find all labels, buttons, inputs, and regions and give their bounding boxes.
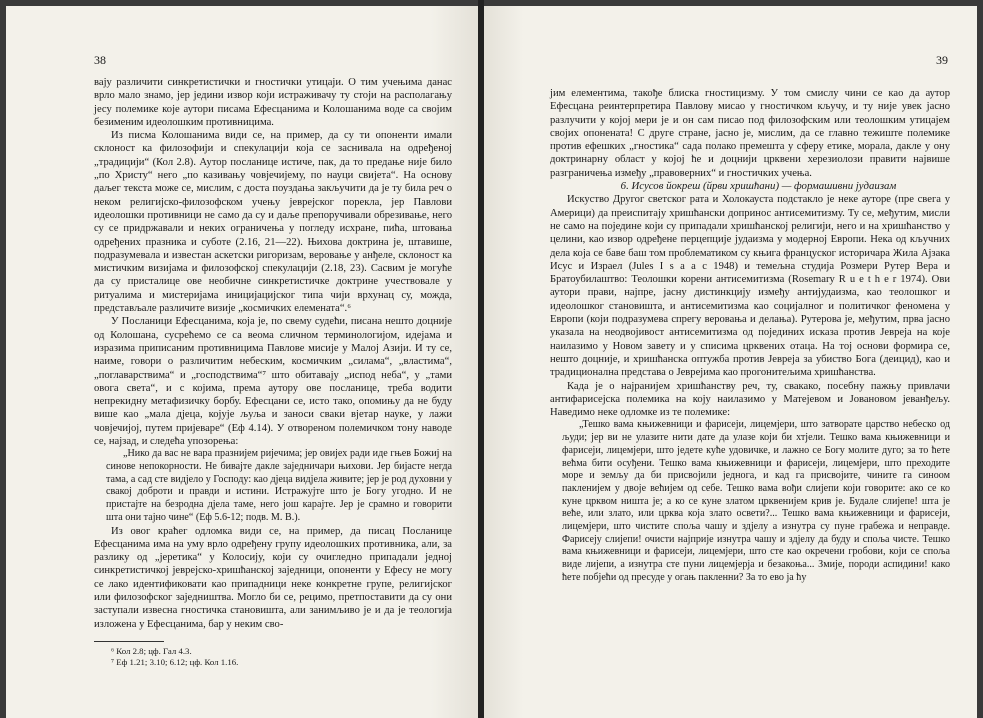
page-number: 39 (936, 53, 948, 67)
left-page (6, 6, 478, 718)
right-page (484, 6, 977, 718)
page-number: 38 (94, 53, 106, 67)
block-quote: „Тешко вама књижевници и фарисеји, лицемјери, што затворате царство небеско од људи; јер ви не улазите нити дате да улазе који би хтјели. Тешко вама књижевници и фарисеји, лицемјери, што једете куће удовичке, и лажно се Богу молите дуго; за то ћете већма бити осуђени. Тешко вама књижевници и фарисеји, лицемјери, што преходите море и земљу да би присвојили једнога, и кад га присвојите, чините га синоом пакленијем у двоје већијем од себе. Тешко вама вођи слијепи који говорите: ако се ко куне црквом ништа је; а ко се куне златом црквенијем крив је. Будале слијепе! шта је веће, или злато, или црква која злато освети?... Тешко вама књижевници и фарисеји, лицемјери, што чистите споља чашу и здјелу а изнутра су пуне грабежа и неправде. Фарисеју слијепи! очисти најприје изнутра чашу и здјелу да буду и споља чисте. Тешко вама књижевници и фарисеји, лицемјери, што сте као окречени гробови, који се споља виде лијепи, а изнутра сте пуни лицемјерја и безакоња... Змије, породи аспидини! како ћете побјећи од пресуде у огањ пакленни? За то ево ја ћу (562, 419, 950, 583)
left-page-text (94, 76, 452, 668)
paragraph: Када је о најранијем хришћанству реч, ту, свакако, посебну пажњу привлачи антифарисејска полемика на коју наилазимо у Матејевом и Јовановом јеванђељу. Наведимо неке одломке из те полемике: (550, 380, 950, 419)
right-page-text (550, 87, 950, 585)
footnote-rule (94, 641, 164, 642)
block-quote: „Нико да вас не вара празнијем ријечима; јер овијех ради иде гњев Божиј на синове непокорности. Не бивајте дакле заједничари њихови. Јер бијасте негда тама, а сад сте видјело у Господу: као дјеца видјела живите; јер је род духовни у свакој доброти и правди и истини. Истражујте што је Богу угодно. И не пристајте на безродна дјела таме, него још карајте. Јер је срамно и говорити шта они тајно чине“ (Еф 5.6-12; подв. М. В.). (106, 448, 452, 523)
paragraph: Из писма Колошанима види се, на пример, да су ти опоненти имали склоност ка филозофији и спекулацији која се заснивала на одређеној „традицији“ (Кол 2.8). Аутор посланице истиче, пак, да то предање није било „по Христу“ него „по казивању човјечијему, по науци свијета“. На основу даљег текста може се, мислим, с доста поуздања закључити да је ту била реч о неком религијско-филозофском учењу јеврејског порекла, јер Павлови идеолошки противници не само да су и даље препоручивали обрезивање, него су се придржавали и неких ограничења у погледу исхране, пића, штовања одређених празника и суботе (2.16, 21—22). Њихова доктрина је, штавише, подразумевала и известан аскетски ригоризам, веровање у анђеле, склоност ка мистичким визијама и филозофској спекулацији (2.18, 23). Сасвим је могуће да су присталице ове необичне синкретистичке доктрине учествовале у ритуалима и мистеријама иницијацијског типа чији врхунац су, можда, представљале различите визије „космичких елемената“.⁶ (94, 130, 452, 315)
footnote: ⁶ Кол 2.8; цф. Гал 4.3. (111, 645, 192, 656)
paragraph: јим елементима, такође блиска гностицизму. У том смислу чини се као да аутор Ефесцана реинтерпретира Павлову мисао у гностичком кључу, и ту није увек јасно разлучити у којој мери је и он сам писао под филозофским или теолошким утицајем својих опонената! С друге стране, јасно је, мислим, да се главно тежиште полемике против ефешких „гностика“ сада полако премешта у сферу етике, морала, дакле у ону доктринарну област у којој ће и доцнији црквени херезиолози правити највише разграничења између „правоверних“ и гностичких учења. (550, 88, 950, 179)
section-heading: 6. Исусов йокреш (йрви хришћани) — формашивни јудаизам (620, 180, 897, 193)
footnote: ⁷ Еф 1.21; 3.10; 6.12; цф. Кол 1.16. (111, 656, 239, 667)
paragraph: Искуство Другог светског рата и Холокауста подстакло је неке ауторе (пре свега у Америци) да преиспитају хришћански допринос антисемитизму. Ту се, међутим, мисли не само на поједине који су припадали хришћанској религији, него и на хришћанство у целини, као извор одређене перцепције јудаизма у модерној Европи. Нека од кључних дела која се баве баш том проблематиком су књига француског историчара Жила Ајзака Исус и Израел (Jules I s a a c 1948) и темељна студија Розмери Рутер Вера и Братоубилаштво: Теолошки корени антисемитизма (Rosemary R u e t h e r 1974). Ови аутори прави, најпре, јасну дистинкцију између антијудаизма, као теолошког и идеолошког становишта, и антисемитизма као социјалног и политичког феномена у Европи (који подразумева спрегу веровања и делања). Рутерова је, међутим, прва јасно указала на неодвојивост антисемитизма од појединих исказа против Јевреја на које наилазимо у Новом завету и у списима црквених отаца. На тој основи формира се, нешто доцније, и хришћанска оптужба против Јевреја за убиство Бога (деицид), као и традиционална представа о Јеврејима као прогонитељима хришћанства. (550, 194, 950, 379)
paragraph: вају различити синкретистички и гностички утицаји. О тим учењима данас врло мало знамо, јер једини извор који истраживачу ту стоји на располагању јесу полемике које аутори писама Ефесцанима и Колошанима воде са својим безименим идеолошким противницима. (94, 77, 452, 128)
paragraph: Из овог краћег одломка види се, на пример, да писац Посланице Ефесцанима има на уму врло одређену групу идеолошких противника, али, за разлику од „јеретика“ у Колосију, који су очигледно припадали једној синкретистичкој јеврејско-хришћанској заједници, опоненти у Ефесу не могу се лако идентификовати као припадници неке конкретне групе, религијског или филозофског заједништва. Могло би се, рецимо, претпоставити да су они заступали извесна гностичка становишта, али занимљиво је и да је теологија изложена у Ефесцанима, бар у неким сво- (94, 525, 452, 630)
paragraph: У Посланици Ефесцанима, која је, по свему судећи, писана нешто доцније од Колошана, сусрећемо се са веома сличном терминологијом, идејама и изразима приписаним противницима Павлове мисије у Малој Азији. И ту се, наиме, говори о различитим небеским, космичким „силама“, „властима“, „поглаварствима“ и „господствима“⁷ што обитавају „испод неба“, у „тами овога света“, и с којима, према аутору ове посланице, треба водити непрекидну метафизичку борбу. Ефесцани се, исто тако, опомињу да не буду више као „мала дјеца, којује љуља и заноси сваки вјетар науке, у лажи човјечијој, путем пријеваре“ (Еф 4.14). У отвореном полемичком тону наводе се, најзад, и следећа упозорења: (94, 316, 452, 448)
